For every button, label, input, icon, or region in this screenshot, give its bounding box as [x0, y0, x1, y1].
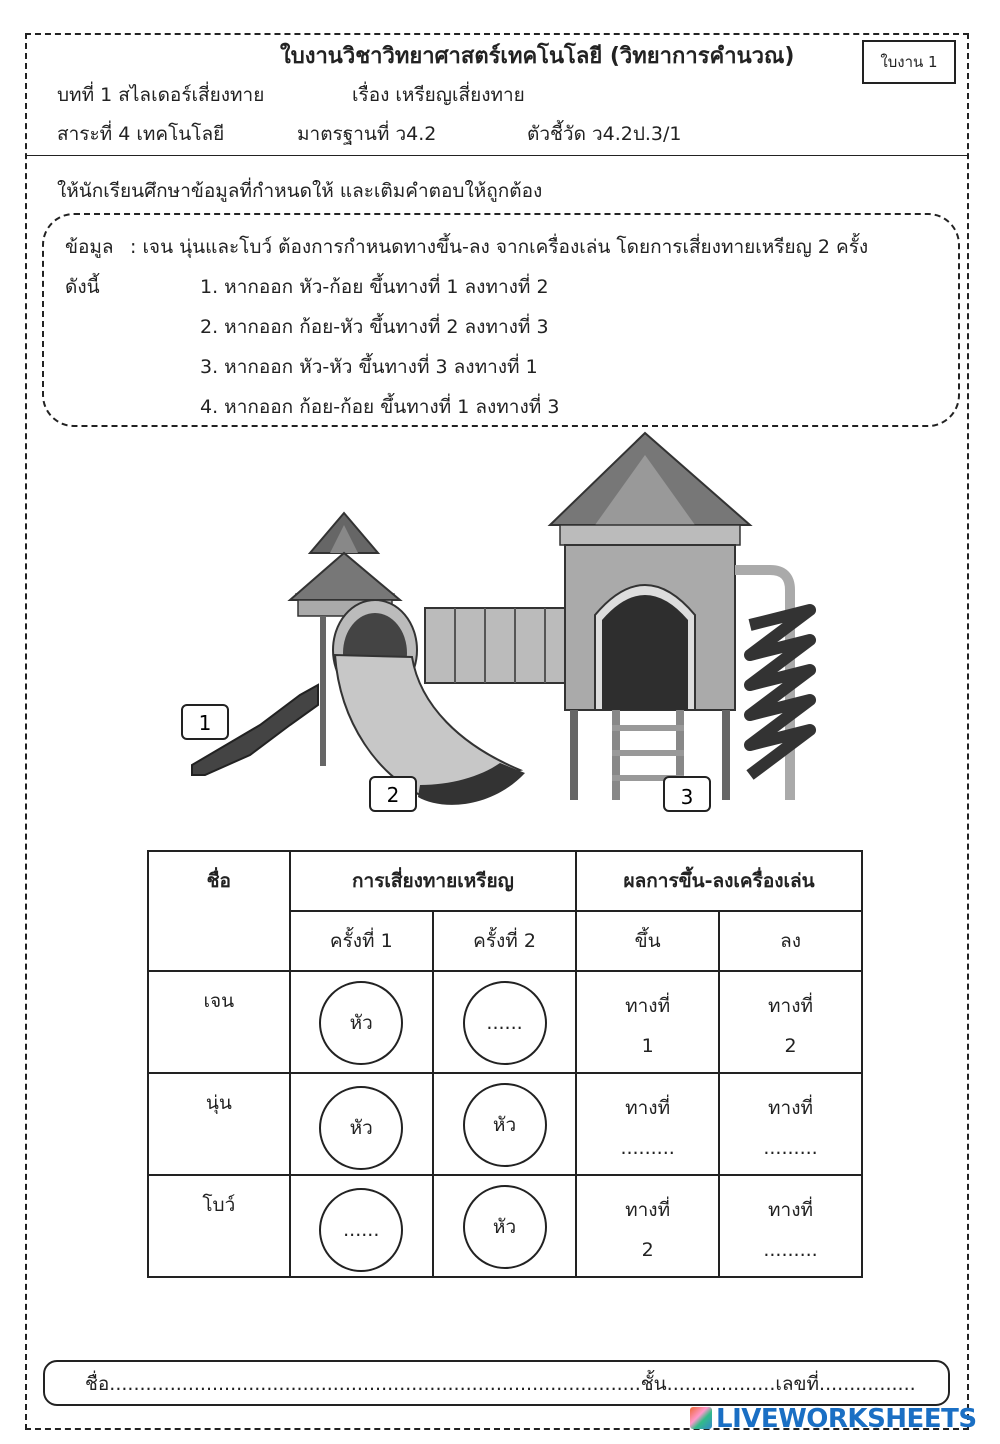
- info-line-2-prefix: ดังนี้: [65, 276, 100, 298]
- header-result: ผลการขึ้น-ลงเครื่องเล่น: [576, 851, 862, 911]
- header-coin-toss: การเสี่ยงทายเหรียญ: [290, 851, 577, 911]
- up-answer-blank[interactable]: .........: [620, 1137, 675, 1159]
- liveworksheets-logo: [690, 1404, 977, 1434]
- up-value: 2: [641, 1239, 654, 1261]
- answer-table: [147, 850, 863, 1278]
- path-word: ทางที่: [768, 995, 814, 1017]
- subheader-down: ลง: [719, 911, 862, 971]
- coin-circle: หัว: [463, 1185, 547, 1269]
- table-row: [148, 971, 862, 1073]
- row-name: โบว์: [148, 1175, 290, 1277]
- coin-circle: หัว: [319, 981, 403, 1065]
- table-row: [148, 1175, 862, 1277]
- playground-illustration: [150, 425, 830, 825]
- coin-circle: หัว: [319, 1086, 403, 1170]
- strand-label: สาระที่ 4 เทคโนโลยี: [57, 123, 225, 145]
- indicator-label: ตัวชี้วัด ว4.2ป.3/1: [527, 123, 682, 145]
- student-info-line[interactable]: ชื่อ........................................................................................ชั้น..................เลขที่................: [43, 1360, 950, 1406]
- path-label-2: 2: [386, 783, 400, 807]
- page-title: ใบงานวิชาวิทยาศาสตร์เทคโนโลยี (วิทยาการคำนวณ): [280, 44, 795, 69]
- liveworksheets-logo-icon: [690, 1407, 712, 1429]
- path-word: ทางที่: [625, 995, 671, 1017]
- lesson-label: บทที่ 1 สไลเดอร์เสี่ยงทาย: [57, 84, 265, 106]
- rule-4: 4. หากออก ก้อย-ก้อย ขึ้นทางที่ 1 ลงทางที่ 3: [200, 396, 560, 418]
- path-word: ทางที่: [625, 1097, 671, 1119]
- sheet-number-box: ใบงาน 1: [862, 40, 956, 84]
- row-name: เจน: [148, 971, 290, 1073]
- rule-3: 3. หากออก หัว-หัว ขึ้นทางที่ 3 ลงทางที่ 1: [200, 356, 538, 378]
- info-line-1: : เจน นุ่นและโบว์ ต้องการกำหนดทางขึ้น-ลง จากเครื่องเล่น โดยการเสี่ยงทายเหรียญ 2 ครั้ง: [130, 236, 869, 258]
- path-label-1: 1: [198, 711, 212, 735]
- info-label: ข้อมูล: [65, 236, 114, 258]
- up-value: 1: [641, 1035, 654, 1057]
- coin-circle: หัว: [463, 1083, 547, 1167]
- path-word: ทางที่: [768, 1097, 814, 1119]
- subheader-toss-1: ครั้งที่ 1: [290, 911, 433, 971]
- subheader-up: ขึ้น: [576, 911, 719, 971]
- standard-label: มาตรฐานที่ ว4.2: [297, 123, 437, 145]
- path-label-3: 3: [680, 785, 694, 809]
- instruction-text: ให้นักเรียนศึกษาข้อมูลที่กำหนดให้ และเติมคำตอบให้ถูกต้อง: [57, 180, 543, 202]
- header-divider: [27, 155, 967, 156]
- rule-2: 2. หากออก ก้อย-หัว ขึ้นทางที่ 2 ลงทางที่ 3: [200, 316, 549, 338]
- down-answer-blank[interactable]: .........: [763, 1239, 818, 1261]
- path-word: ทางที่: [625, 1199, 671, 1221]
- table-row: [148, 1073, 862, 1175]
- coin-answer-circle[interactable]: ......: [319, 1188, 403, 1272]
- subheader-toss-2: ครั้งที่ 2: [433, 911, 576, 971]
- header-name: ชื่อ: [148, 851, 290, 971]
- path-word: ทางที่: [768, 1199, 814, 1221]
- down-answer-blank[interactable]: .........: [763, 1137, 818, 1159]
- topic-label: เรื่อง เหรียญเสี่ยงทาย: [352, 84, 525, 106]
- down-value: 2: [784, 1035, 797, 1057]
- logo-text: LIVEWORKSHEETS: [716, 1404, 977, 1434]
- row-name: นุ่น: [148, 1073, 290, 1175]
- coin-answer-circle[interactable]: ......: [463, 981, 547, 1065]
- rule-1: 1. หากออก หัว-ก้อย ขึ้นทางที่ 1 ลงทางที่ 2: [200, 276, 549, 298]
